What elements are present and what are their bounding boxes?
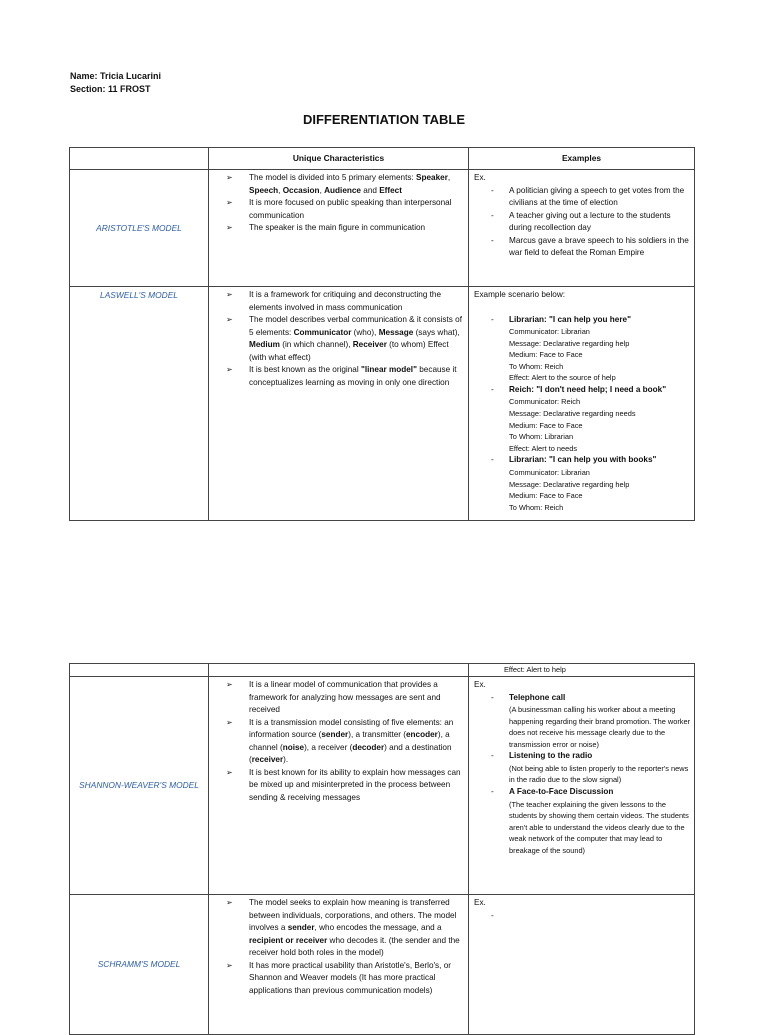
list-item: - Librarian: "I can help you here" xyxy=(491,314,631,324)
examples-aristotle xyxy=(469,170,695,287)
arrow-bullet-icon: ➢ xyxy=(226,315,233,324)
characteristics-schramm xyxy=(209,895,469,1035)
arrow-bullet-icon: ➢ xyxy=(226,365,233,374)
arrow-bullet-icon: ➢ xyxy=(226,198,233,207)
example-body: (A businessman calling his worker about a meeting happening regarding their brand promotion. The worker does not receive his message clearly due to the transmission error or noise) xyxy=(509,705,691,749)
list-item: ➢ The model is divided into 5 primary elements: Speaker, Speech, Occasion, Audience and Effect xyxy=(226,173,451,195)
examples-shannon-weaver xyxy=(469,677,695,895)
list-item: - Reich: "I don't need help; I need a book" xyxy=(491,384,667,394)
arrow-bullet-icon: ➢ xyxy=(226,290,233,299)
arrow-bullet-icon: ➢ xyxy=(226,223,233,232)
header-cell-characteristics: Unique Characteristics xyxy=(209,148,469,170)
list-item: ➢ It is a framework for critiquing and deconstructing the elements involved in mass communication xyxy=(226,290,442,312)
table-header-row xyxy=(70,148,695,170)
example-label: Ex. xyxy=(474,898,486,907)
arrow-bullet-icon: ➢ xyxy=(226,767,233,777)
header-cell-examples: Examples xyxy=(469,148,695,170)
example-label: Ex. xyxy=(474,173,486,182)
arrow-bullet-icon: ➢ xyxy=(226,717,233,727)
example-body: (Not being able to listen properly to the reporter's news in the radio due to the slow signal) xyxy=(509,763,689,785)
characteristics-laswell xyxy=(209,287,469,521)
model-name-schramm: SCHRAMM'S MODEL xyxy=(70,895,209,1035)
student-name: Name: Tricia Lucarini xyxy=(70,71,162,81)
table-row-laswell xyxy=(70,287,695,521)
student-section: Section: 11 FROST xyxy=(70,84,151,94)
table-row-schramm xyxy=(70,895,695,1035)
list-item: ➢ It is more focused on public speaking than interpersonal communication xyxy=(226,198,452,220)
list-item: ➢ It is a transmission model consisting of five elements: an information source (sender), a transmitter (encoder), a channel (noise), a receiver (decoder) and a destination (receiver). xyxy=(226,717,454,764)
page-title: DIFFERENTIATION TABLE xyxy=(302,112,465,127)
model-name-laswell: LASWELL'S MODEL xyxy=(70,287,209,521)
scenario-2-lines: Communicator: Reich Message: Declarative regarding needs Medium: Face to Face To Whom: Librarian Effect: Alert to needs xyxy=(509,397,636,453)
example-label: Ex. xyxy=(474,680,486,689)
continuation-blank-1 xyxy=(70,664,209,677)
example-intro: Example scenario below: xyxy=(474,290,566,299)
examples-laswell xyxy=(469,287,695,521)
characteristics-shannon-weaver xyxy=(209,677,469,895)
table-row-shannon-weaver xyxy=(70,677,695,895)
list-item: - A teacher giving out a lecture to the students during recollection day xyxy=(491,210,671,232)
differentiation-table-part-2 xyxy=(69,663,695,1035)
table-row-continuation xyxy=(70,664,695,677)
scenario-1-lines: Communicator: Librarian Message: Declarative regarding help Medium: Face to Face To Whom: Reich Effect: Alert to the source of help xyxy=(509,327,630,383)
arrow-bullet-icon: ➢ xyxy=(226,898,233,907)
characteristics-aristotle xyxy=(209,170,469,287)
continuation-effect: Effect: Alert to help xyxy=(469,664,695,677)
table-row-aristotle xyxy=(70,170,695,287)
arrow-bullet-icon: ➢ xyxy=(226,960,233,970)
example-body: (The teacher explaining the given lessons to the students by showing them certain videos. The students aren't able to understand the videos clearly due to the weak network of the computer that may lead to breakage of the sound) xyxy=(509,799,689,855)
differentiation-table-part-1 xyxy=(69,147,695,521)
list-item: ➢ It is a linear model of communication that provides a framework for analyzing how messages are sent and received xyxy=(226,680,441,714)
list-item: ➢ The model seeks to explain how meaning is transferred between individuals, corporations, and others. The model involves a sender, who encodes the message, and a recipient or receiver who decodes it. (the sender and the receiver hold both roles in the model) xyxy=(226,898,460,957)
list-item: - Telephone call xyxy=(491,692,566,702)
continuation-blank-2 xyxy=(209,664,469,677)
list-item: ➢ The model describes verbal communication & it consists of 5 elements: Communicator (who), Message (says what), Medium (in which channel), Receiver (to whom) Effect (with what effect) xyxy=(226,315,462,362)
list-item: - A politician giving a speech to get votes from the civilians at the time of election xyxy=(491,185,685,207)
list-item: - Marcus gave a brave speech to his soldiers in the war field to defeat the Roman Empire xyxy=(491,235,689,257)
model-name-aristotle: ARISTOTLE'S MODEL xyxy=(70,170,209,287)
list-item: - A Face-to-Face Discussion xyxy=(491,787,614,797)
list-item: - Listening to the radio xyxy=(491,751,593,761)
arrow-bullet-icon: ➢ xyxy=(226,173,233,182)
list-item: ➢ It is best known for its ability to explain how messages can be mixed up and misinterpreted in the process between sending & receiving messages xyxy=(226,767,461,802)
scenario-3-lines: Communicator: Librarian Message: Declarative regarding help Medium: Face to Face To Whom: Reich xyxy=(509,467,630,512)
list-item: ➢ The speaker is the main figure in communication xyxy=(209,222,464,235)
arrow-bullet-icon: ➢ xyxy=(226,680,233,689)
model-name-shannon-weaver: SHANNON-WEAVER'S MODEL xyxy=(70,677,209,895)
list-item: ➢ It is best known as the original "linear model" because it conceptualizes learning as moving in only one direction xyxy=(226,365,457,387)
list-item: ➢ It has more practical usability than Aristotle's, Berlo's, or Shannon and Weaver models (It has more practical applications than previous communication models) xyxy=(226,960,451,995)
header-cell-blank xyxy=(70,148,209,170)
list-item: - Librarian: "I can help you with books" xyxy=(491,455,657,465)
examples-schramm: Ex. - xyxy=(469,895,695,1035)
